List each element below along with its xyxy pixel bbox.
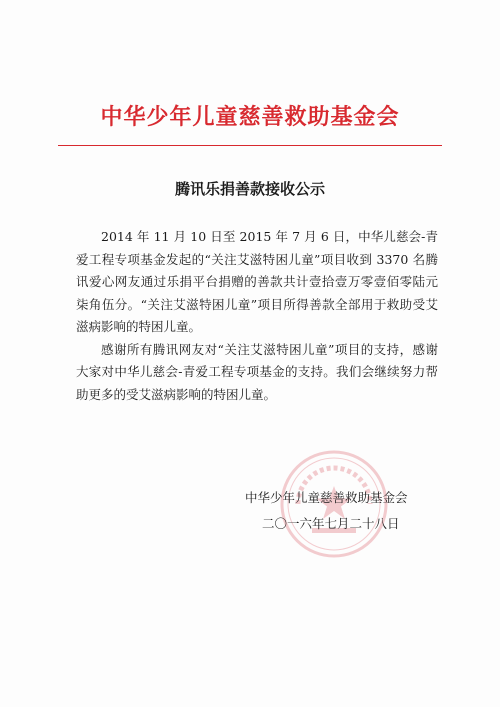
paragraph-thanks: 感谢所有腾讯网友对“关注艾滋特困儿童”项目的支持，感谢大家对中华儿慈会-青爱工程专项基金的支持。我们会继续努力帮助更多的受艾滋病影响的特困儿童。 bbox=[76, 341, 438, 402]
document-body bbox=[76, 226, 438, 406]
signature-date: 二〇一六年七月二十八日 bbox=[262, 516, 400, 531]
paragraph-donation-summary: 2014 年 11 月 10 日至 2015 年 7 月 6 日，中华儿慈会-青爱工程专项基金发起的“关注艾滋特困儿童”项目收到 3370 名腾讯爱心网友通过乐捐平台捐赠的善款共计壹拾壹万零壹佰零陆元柒角伍分。“关注艾滋特困儿童”项目所得善款全部用于救助受艾滋病影响的特困儿童。 bbox=[76, 229, 438, 334]
letterhead-organization-name: 中华少年儿童慈善救助基金会 bbox=[100, 104, 400, 130]
letterhead-divider bbox=[58, 145, 442, 146]
signature-organization: 中华少年儿童慈善救助基金会 bbox=[245, 490, 408, 505]
document-title: 腾讯乐捐善款接收公示 bbox=[174, 180, 325, 198]
